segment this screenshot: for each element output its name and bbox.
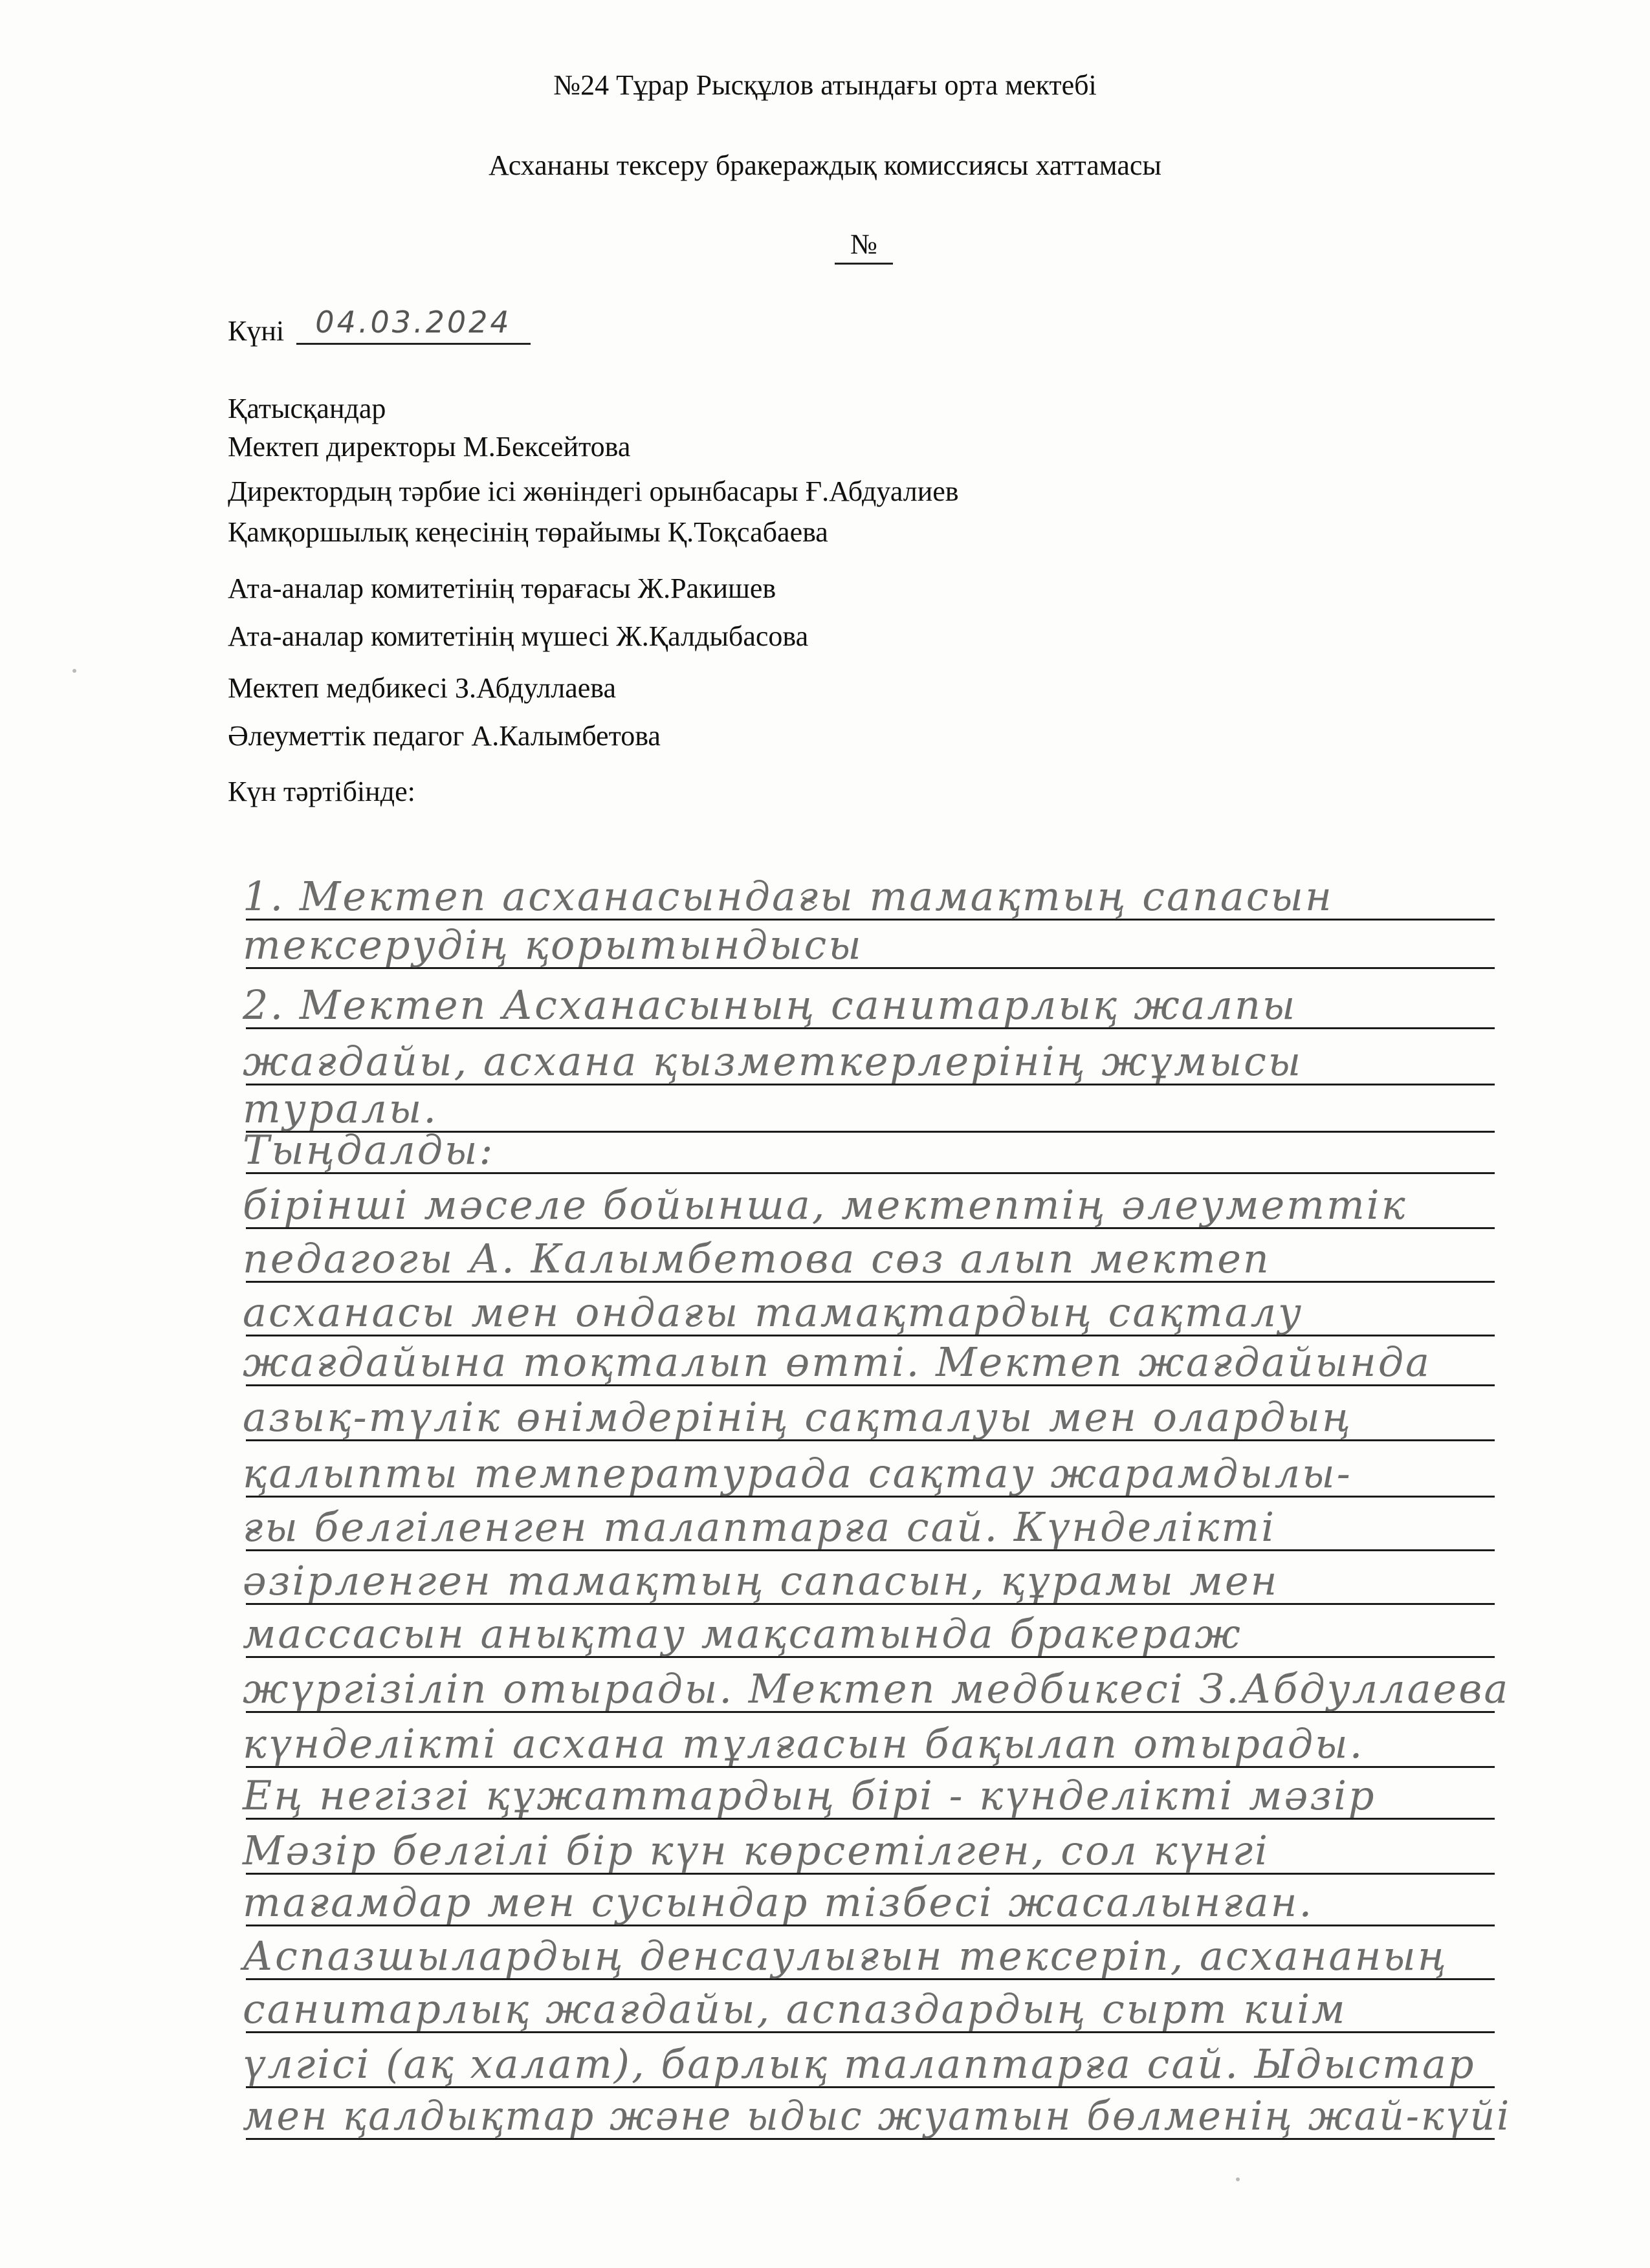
handwritten-line: азық-түлік өнімдерінің сақталуы мен олардың: [243, 1393, 1352, 1441]
handwritten-line: педагогы А. Калымбетова сөз алып мектеп: [243, 1235, 1271, 1282]
handwritten-line: жүргізіліп отырады. Мектеп медбикесі З.Абдуллаева: [243, 1665, 1510, 1712]
handwritten-line: қалыпты температурада сақтау жарамдылы-: [243, 1450, 1352, 1497]
participant-parents-committee-member: Ата-аналар комитетінің мүшесі Ж.Қалдыбасова: [228, 620, 809, 652]
handwritten-line: Мәзір белгілі бір күн көрсетілген, сол күнгі: [243, 1827, 1270, 1874]
handwritten-line: үлгісі (ақ халат), барлық талаптарға сай. Ыдыстар: [243, 2040, 1476, 2088]
scan-speck: [72, 669, 76, 673]
scan-speck: [1236, 2177, 1240, 2181]
handwritten-line: Тыңдалды:: [243, 1126, 495, 1173]
protocol-title: Асхананы тексеру бракераждық комиссиясы хаттамасы: [489, 149, 1161, 181]
participant-director: Мектеп директоры М.Бексейтова: [228, 431, 631, 463]
school-name: №24 Тұрар Рысқұлов атындағы орта мектебі: [553, 69, 1097, 101]
participants-heading: Қатысқандар: [228, 393, 386, 424]
handwritten-line: мен қалдықтар және ыдыс жуатын бөлменің жай-күйі: [243, 2092, 1512, 2139]
participant-board-chair: Қамқоршылық кеңесінің төрайымы Қ.Тоқсабаева: [228, 516, 828, 548]
date-label: Күні: [228, 315, 285, 347]
handwritten-line: ғы белгіленген талаптарға сай. Күнделікті: [243, 1503, 1277, 1551]
handwritten-line: бірінші мәселе бойынша, мектептің әлеуметтік: [243, 1181, 1407, 1228]
protocol-number-mark: №: [835, 226, 893, 265]
handwritten-line: 1. Мектеп асханасындағы тамақтың сапасын: [243, 873, 1334, 920]
handwritten-line: санитарлық жағдайы, аспаздардың сырт киім: [243, 1985, 1347, 2033]
participant-deputy-director: Директордың тәрбие ісі жөніндегі орынбасары Ғ.Абдуалиев: [228, 475, 959, 507]
handwritten-line: тағамдар мен сусындар тізбесі жасалынған.: [243, 1879, 1314, 1926]
participant-social-pedagogue: Әлеуметтік педагог А.Калымбетова: [228, 720, 661, 752]
handwritten-line: массасын анықтау мақсатында бракераж: [243, 1610, 1242, 1657]
handwritten-line: Аспазшылардың денсаулығын тексеріп, асхананың: [243, 1932, 1448, 1979]
handwritten-line: асханасы мен ондағы тамақтардың сақталу: [243, 1289, 1304, 1336]
handwritten-line: туралы.: [243, 1085, 439, 1132]
handwritten-line: Ең негізгі құжаттардың бірі - күнделікті мәзір: [243, 1772, 1376, 1819]
handwritten-line: әзірленген тамақтың сапасын, құрамы мен: [243, 1557, 1279, 1604]
handwritten-line: 2. Мектеп Асханасының санитарлық жалпы: [243, 981, 1297, 1029]
agenda-label: Күн тәртібінде:: [228, 776, 415, 807]
date-value: 04.03.2024: [296, 304, 531, 345]
handwritten-line: күнделікті асхана тұлғасын бақылап отырады.: [243, 1720, 1365, 1767]
participant-school-nurse: Мектеп медбикесі З.Абдуллаева: [228, 672, 616, 704]
handwritten-line: тексерудің қорытындысы: [243, 921, 863, 968]
participant-parents-committee-chair: Ата-аналар комитетінің төрағасы Ж.Ракишев: [228, 572, 776, 604]
handwritten-line: жағдайы, асхана қызметкерлерінің жұмысы: [243, 1038, 1303, 1085]
handwritten-line: жағдайына тоқталып өтті. Мектеп жағдайында: [243, 1338, 1431, 1386]
